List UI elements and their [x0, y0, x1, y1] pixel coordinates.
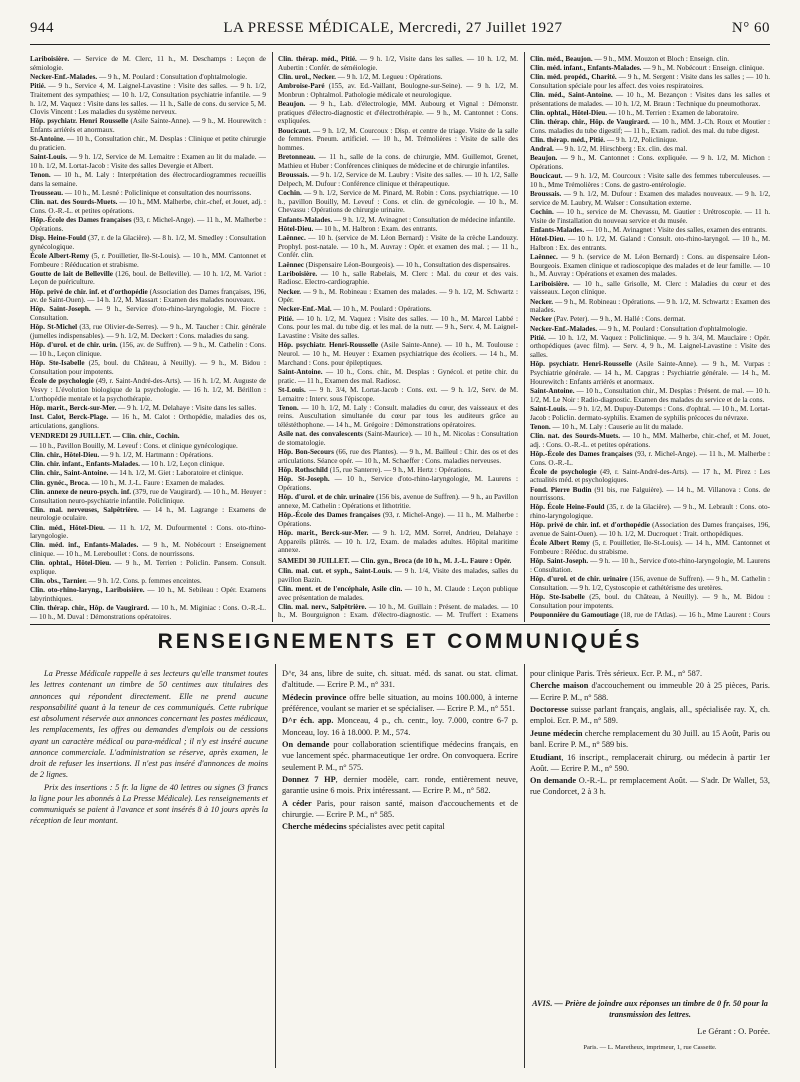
entry-heading: Clin. nat. des Sourds-Muets.	[530, 431, 621, 440]
schedule-entry: Clin. méd., Hôtel-Dieu. — 11 h. 1/2, M. Dufourmentel : Cons. oto-rhino-laryngologie.	[30, 523, 266, 541]
entry-heading: Clin. chir., Saint-Antoine.	[30, 469, 109, 478]
entry-heading: Hôp. psychiatr. Henri Rousselle	[30, 117, 129, 126]
entry-heading: Clin. annexe de neuro-psych. inf.	[30, 487, 132, 496]
schedule-entry: Goutte de lait de Belleville (126, boul. de Belleville). — 10 h. 1/2, M. Variot : Leçon de puériculture.	[30, 269, 266, 287]
schedule-entry: Clin. thérap. méd., Pitié. — 9 h. 1/2, Visite dans les salles. — 10 h. 1/2, M. Aubertin : Confér. de séméiologie.	[278, 55, 518, 72]
entry-heading: Andral.	[530, 145, 554, 154]
schedule-entry: Hôp. Saint-Joseph. — 9 h. — 10 h., Service d'oto-rhino-laryngologie, M. Laurens : Consultation.	[530, 557, 770, 574]
entry-heading: Hôp. d'urol. et de chir. urinaire	[278, 493, 375, 502]
classified-ad: Cherche maison d'accouchement ou immeuble 20 à 25 pièces, Paris. — Ecrire P. M., n° 588.	[530, 681, 770, 702]
schedule-entry: Clin. ment. et de l'encéphale, Asile clin. — 10 h., M. Claude : Leçon publique avec présentation de malades.	[278, 584, 518, 602]
schedule-entry: Necker-Enf.-Malades. — 9 h., M. Poulard : Consultation d'ophtalmologie.	[530, 324, 748, 333]
schedule-entry: Hôp. Bon-Secours (66, rue des Plantes). — 9 h., M. Bailleul : Chir. des os et des articulations. Séance opér. — 10 h., M. Schaeffer : Cons. maladies nerveuses.	[278, 448, 518, 465]
entry-heading: Hôp. d'urol. et de chir. urinaire	[530, 575, 628, 583]
classified-ad: D^r, 34 ans, libre de suite, ch. situat. méd. ds sanat. ou stat. climat. d'altitude. — Ecrire P. M., n° 331.	[282, 669, 518, 690]
entry-heading: École Albert-Remy	[30, 251, 90, 260]
schedule-entry: Clin. mal. cut. et syph., Saint-Louis. — 9 h. 1/4, Visite des malades, salles du pavillon Bazin.	[278, 566, 518, 584]
entry-heading: Laënnec.	[278, 233, 306, 242]
entry-heading: Boucicaut.	[278, 126, 311, 135]
schedule-entry: Boucicaut. — 9 h. 1/2, M. Courcoux : Disp. et centre de triage. Visite de la salle de femmes. Pneum. artificiel. — 10 h., M. Trémolières : Visite de salle des hommes.	[278, 126, 518, 153]
day-heading: VENDREDI 29 JUILLET. — Clin. chir., Cochin.	[30, 432, 180, 441]
entry-heading: Clin. ophtal., Hôtel-Dieu.	[30, 559, 111, 568]
entry-heading: Hôp. École Heine-Fould	[530, 503, 605, 512]
schedule-entry: Clin. oto-rhino-laryng., Lariboisière. — 10 h., M. Sebileau : Opér. Examens labyrinthiques.	[30, 586, 266, 604]
schedule-entry: École de psychologie (49, r. Saint-André-des-Arts). — 17 h., M. Pirez : Les actualités méd. et psychologiques.	[530, 467, 770, 485]
entry-heading: Pitié.	[530, 333, 546, 342]
schedule-entry: Hôp. Ste-Isabelle (25, boul. du Château, à Neuilly). — 9 h., M. Bidou : Consultation pour impotents.	[30, 359, 266, 376]
entry-heading: Clin. méd., Beaujon.	[530, 55, 593, 63]
entry-heading: Clin. chir., Hôtel-Dieu.	[30, 451, 100, 460]
entry-heading: St-Antoine.	[30, 135, 65, 144]
schedule-entry: Clin. méd. inf., Enfants-Malades. — 9 h., M. Nobécourt : Enseignement clinique. — 10 h., M. Lereboullet : Cons. de nourrissons.	[30, 541, 266, 559]
entry-heading: Clin. thérap. méd., Pitié.	[530, 136, 606, 145]
schedule-entry: St-Louis. — 9 h. 3/4, M. Lortat-Jacob : Cons. ext. — 9 h. 1/2, Serv. de M. Lemaitre : Interv. sous l'épiscope.	[278, 385, 518, 403]
gerant-signature: Le Gérant : O. Porée.	[697, 1026, 770, 1036]
entry-heading: Etudiant	[530, 752, 562, 762]
schedule-entry: Clin. annexe de neuro-psych. inf. (379, rue de Vaugirard). — 10 h., M. Heuyer : Consultation neuro-psychiatrie infantile. Policlinique.	[30, 487, 266, 505]
classified-ad: Cherche médecins spécialistes avec petit capital	[282, 822, 445, 832]
intro-paragraph: La Presse Médicale rappelle à ses lecteurs qu'elle transmet toutes les lettres contenant un timbre de 50 centimes aux titulaires des annonces qui répondent directement. Elle ne prend aucune responsabilité quant à la teneur de ces communiqués. Cette rubrique est absolument réservée aux annonces concernant les postes médicaux, les remplacements, les offres ou demandes d'emplois ou de cessions ayant un caractère médical ou para-médical ; il n'y est inséré aucune annonce commerciale. L'administration se réserve, après examen, le droit de refuser les insertions. Il n'est pas inséré d'annonces de moins de 2 lignes.	[30, 669, 268, 780]
schedule-entry: Fond. Pierre Budin (91 bis, rue Falguière). — 14 h., M. Villanova : Cons. de nourrissons.	[530, 485, 770, 503]
entry-heading: Hôp. privé de chir. inf. et d'orthopédie	[530, 521, 650, 530]
schedule-entry: Hôp. École Heine-Fould (35, r. de la Glacière). — 9 h., M. Lebrault : Cons. oto-rhino-laryngologique.	[530, 503, 770, 521]
entry-heading: Necker.	[278, 287, 302, 296]
schedule-entry: Hôp. psychiatr. Henri-Rousselle (Asile Sainte-Anne). — 9 h., M. Vurpas : Psychiatrie générale. — 14 h., M. Capgras : Psychiatrie générale. — 14 h., M. Hourewitch : Enfants arriérés et anormaux.	[530, 360, 770, 386]
entry-heading: Trousseau.	[30, 188, 64, 197]
schedule-entry: Hôtel-Dieu. — 10 h. 1/2, M. Galand : Consult. oto-rhino-laryngol. — 10 h., M. Halbron : Ex. des entrants.	[530, 235, 770, 252]
entry-heading: Clin. ment. et de l'encéphale, Asile clin.	[278, 584, 403, 593]
schedule-entry: Laënnec. — 9 h. (service de M. Léon Bernard) : Cons. au dispensaire Léon-Bourgeois. Examen clinique et radioscopique des malades et de leur famille. — 10 h., M. Auvray : Opérations et examen des malades.	[530, 252, 770, 279]
schedule-entry: Andral. — 9 h. 1/2, M. Hirschberg : Ex. clin. des mal.	[530, 145, 688, 154]
classified-ad: Donnez 7 HP, dernier modèle, carr. ronde, entièrement neuve, garantie usine 6 mois. Prix intéressant. — Ecrire P. M., n° 582.	[282, 775, 518, 796]
entry-heading: Hôtel-Dieu.	[530, 235, 566, 244]
entry-heading: Beaujon.	[530, 154, 558, 163]
schedule-entry: Clin. thérap. chir., Hôp. de Vaugirard. — 10 h., MM. J.-Ch. Roux et Moutier : Cons. maladies du tube digestif; — 11 h., Exam. radiol. des mal. du tube digest.	[530, 118, 770, 135]
schedule-entry: Clin. obs., Tarnier. — 9 h. 1/2. Cons. p. femmes enceintes.	[30, 577, 202, 586]
schedule-entry: Clin. thérap. méd., Pitié. — 9 h. 1/2, Policlinique.	[530, 136, 678, 145]
schedule-entry: Pitié. — 9 h., Service 4, M. Laignel-Lavastine : Visite des salles. — 9 h. 1/2, Traitement des sympathies; — 10 h. 1/2, Consultation psychiatrie infantile. — 9 h. 1/2, M. Vaquez : Visite dans les salles. — 11 h., Salle de cons. du service 5, M. Clovis Vincent : Les maladies du système nerveux.	[30, 82, 266, 117]
column-divider	[524, 664, 525, 1068]
entry-heading: Hôp. privé de chir. inf. et d'orthopédie	[30, 287, 148, 296]
schedule-entry: Necker-Enf.-Mal. — 10 h., M. Poulard : Opérations.	[278, 305, 432, 314]
schedule-entry: Clin. nat. des Sourds-Muets. — 10 h., MM. Malherbe, chir.-chef, et M. Jouet, adj. : Cons. O.-R.-L. et petites opérations.	[530, 431, 770, 449]
entry-heading: Hôp. Rothschild	[278, 466, 328, 475]
entry-heading: Tenon.	[278, 403, 299, 412]
header-rule	[30, 44, 770, 45]
classified-ad: On demande pour collaboration scientifique médecins français, en vue lancement spéc. pharmaceutique 1er ordre. On convoquera. Ecrire seulement P. M., n° 575.	[282, 740, 518, 772]
schedule-entry: Hôp. privé de chir. inf. et d'orthopédie (Association des Dames françaises, 196, av. de Saint-Ouen). — 14 h. 1/2, M. Massart : Examen des malades nouveaux.	[30, 287, 266, 305]
entry-heading: Broussais.	[530, 190, 562, 199]
entry-heading: Doctoresse	[530, 705, 569, 715]
entry-heading: Disp. Heine-Fould	[30, 233, 87, 242]
schedule-entry: Hôp. d'urol. et de chir. urin. (156, av. de Suffren). — 9 h., M. Cathelin : Cons. — 10 h., Leçon clinique.	[30, 341, 266, 358]
entry-heading: On demande	[282, 740, 330, 750]
notice-intro	[30, 668, 268, 1068]
schedule-entry: Tenon. — 10 h., M. Laly : Causerie au lit du malade.	[530, 422, 684, 431]
schedule-entry: Hôp. Saint-Joseph. — 9 h., Service d'oto-rhino-laryngologie, M. Fiocre : Consultation.	[30, 305, 266, 323]
day-heading: SAMEDI 30 JUILLET. — Clin. gyn., Broca (de 10 h., M. J.-L. Faure : Opér.	[278, 557, 512, 566]
schedule-entry: Clin. thérap. chir., Hôp. de Vaugirard. — 10 h., M. Miginiac : Cons. O.-R.-L. — 10 h., M. Duval : Démonstrations opératoires.	[30, 604, 266, 620]
entry-heading: Tenon.	[530, 422, 551, 431]
schedule-entry: Broussais. — 9 h. 1/2, Service de M. Laubry : Visite des salles. — 10 h. 1/2, Salle Delpech, M. Dufour : Conférence clinique et thérapeutique.	[278, 171, 518, 188]
entry-heading: Cochin.	[278, 188, 302, 197]
schedule-entry: Bretonneau. — 11 h., salle de la cons. de chirurgie, MM. Guillemot, Grenet, Mathieu et Huber : Conférences cliniques de médecine et de chirurgie infantiles.	[278, 153, 518, 170]
entry-heading: Cochin.	[530, 208, 554, 217]
schedule-entry: Inst. Calot, Berck-Plage. — 16 h., M. Calot : Orthopédie, maladies des os, articulations, ganglions.	[30, 412, 266, 430]
entry-heading: Clin. mal. cut. et syph., Saint-Louis.	[278, 566, 393, 575]
entry-heading: On demande	[530, 776, 577, 786]
schedule-entry: Clin. ophtal., Hôtel-Dieu. — 9 h., M. Terrien : Policlin. Pansem. Consult. explique.	[30, 559, 266, 577]
schedule-column-3	[530, 55, 770, 620]
schedule-entry: Hôp. St-Michel (33, rue Olivier-de-Serres). — 9 h., M. Taucher : Chir. générale (jumelles indispensables). — 9 h. 1/2, M. Deckert : Cons. maladies du sang.	[30, 323, 266, 341]
entry-heading: Necker-Enf.-Malades.	[30, 72, 98, 81]
entry-heading: Hôp. marit., Berck-sur-Mer.	[30, 403, 117, 412]
entry-heading: Hôp.-École des Dames françaises	[530, 449, 633, 458]
schedule-entry: Hôp. psychiatr. Henri-Rousselle (Asile Sainte-Anne). — 10 h., M. Toulouse : Neurol. — 10 h., M. Heuyer : Examen psychiatrique des écoliers. — 14 h., M. Marchand : Cons. pour épileptiques.	[278, 341, 518, 367]
schedule-entry: Lariboisière. — 10 h., salle Rabelais, M. Clerc : Mal. du cœur et des vais. Radiosc. Electro-cardiographie.	[278, 269, 518, 287]
schedule-entry: Asile nat. des convalescents (Saint-Maurice). — 10 h., M. Nicolas : Consultation de stomatologie.	[278, 430, 518, 448]
entry-heading: Ambroise-Paré	[278, 82, 325, 91]
entry-heading: Hôp. Ste-Isabelle	[30, 359, 85, 368]
schedule-entry: Hôp. marit., Berck-sur-Mer. — 9 h. 1/2, M. Delahaye : Visite dans les salles.	[30, 403, 257, 412]
avis-notice: AVIS. — Prière de joindre aux réponses un timbre de 0 fr. 50 pour la transmission des lettres.	[532, 999, 768, 1019]
entry-heading: Asile nat. des convalescents	[278, 430, 363, 439]
schedule-entry: Clin. chir., Saint-Antoine. — 14 h. 1/2, M. Giet : Laboratoire et clinique.	[30, 469, 244, 478]
schedule-entry: École de psychologie (49, r. Saint-André-des-Arts). — 16 h. 1/2, M. Auguste de Vesvy : L'évolution biologique de la psychologie. — 16 h. 1/2, M. Bérillon : L'orthopédie mentale et la psychothérapie.	[30, 377, 266, 403]
schedule-entry: Laënnec. — 10 h. (service de M. Léon Bernard) : Visite de la crèche Landouzy. Prophyl. post-natale. — 10 h., M. Auvray : Opér. et examen des mal. ; — 11 h., Confér. clin.	[278, 233, 518, 260]
entry-heading: Hôp. psychiatr. Henri-Rousselle	[530, 360, 632, 369]
entry-heading: Hôp. d'urol. et de chir. urin.	[30, 341, 118, 350]
schedule-entry: Broussais. — 9 h. 1/2, M. Dufour : Examen des malades nouveaux. — 9 h. 1/2, service de M. Laubry, M. Walser : Consultation externe.	[530, 190, 770, 207]
entry-heading: Clin. chir. infant., Enfants-Malades.	[30, 460, 140, 469]
classified-ad: Médecin province offre belle situation, au moins 100.000, à interne préférence, voulant se marier et se spécialiser. — Ecrire P. M., n° 551.	[282, 692, 518, 713]
entry-heading: Hôp. Bon-Secours	[278, 448, 334, 457]
entry-heading: Pitié.	[278, 314, 294, 323]
schedule-entry: Enfants-Malades. — 10 h., M. Avinagnet : Visite des salles, examen des entrants.	[530, 225, 767, 234]
entry-heading: Clin. thérap. chir., Hôp. de Vaugirard.	[30, 604, 150, 613]
classifieds-right	[530, 668, 770, 988]
schedule-entry: Trousseau. — 10 h., M. Lesné : Policlinique et consultation des nourrissons.	[30, 188, 252, 197]
schedule-entry: École Albert-Remy (5, r. Pouilletier, Ile-St-Louis). — 10 h., MM. Cantonnet et Fombeure : Rééducation et strabisme.	[30, 251, 266, 269]
schedule-entry: Pitié. — 10 h. 1/2, M. Vaquez : Policlinique. — 9 h. 3/4, M. Mauclaire : Opér. orthopédiques (avec film). — Serv. 4, 9 h., M. Laignel-Lavastine : Visite des salles.	[530, 333, 770, 360]
classified-ad: pour clinique Paris. Très sérieux. Ecr. P. M., n° 587.	[530, 669, 703, 678]
entry-heading: Pouponnière du Gamoutiage	[530, 610, 619, 619]
classified-ad: A céder Paris, pour raison santé, maison d'accouchements et de chirurgie. — Ecrire P. M., n° 585.	[282, 798, 518, 819]
entry-heading: École de psychologie	[30, 377, 94, 386]
entry-heading: Médecin province	[282, 692, 347, 702]
schedule-entry: Hôp. St-Joseph. — 10 h., Service d'oto-rhino-laryngologie, M. Laurens : Opérations.	[278, 475, 518, 492]
entry-heading: Bretonneau.	[278, 153, 316, 162]
running-header	[30, 20, 770, 42]
entry-heading: Clin. nat. des Sourds-Muets.	[30, 198, 118, 207]
classified-ad: Etudiant, 16 inscript., remplacerait chirurg. ou médecin à partir 1er Août. — Ecrire P. M., n° 590.	[530, 752, 770, 773]
intro-paragraph: Prix des insertions : 5 fr. la ligne de 40 lettres ou signes (3 francs la ligne pour les abonnés à La Presse Médicale). Les renseignements et communiqués se paient à l'avance et sont insérés 8 à 10 jours après la réception de leur montant.	[30, 782, 268, 826]
entry-heading: Clin. thérap. chir., Hôp. de Vaugirard.	[530, 118, 650, 127]
entry-heading: Lariboisière.	[30, 55, 70, 63]
schedule-entry: Ambroise-Paré (155, av. Ed.-Vaillant, Boulogne-sur-Seine). — 9 h. 1/2, M. Monbrun : Ophtalmol. Pathologie médicale et neurologique.	[278, 82, 518, 99]
schedule-entry: Clin. méd. propéd., Charité. — 9 h., M. Sergent : Visite dans les salles ; — 10 h. Consultation spéciale pour les affect. des voies respiratoires.	[530, 73, 770, 91]
entry-heading: Enfants-Malades.	[530, 225, 585, 234]
schedule-entry: Tenon. — 10 h., M. Laly : Interprétation des électrocardiogrammes recueillis dans la semaine.	[30, 171, 266, 188]
entry-heading: D^r éch. app.	[282, 716, 334, 726]
issue-number: N° 60	[731, 20, 770, 36]
entry-heading: Donnez 7 HP	[282, 775, 336, 784]
entry-heading: Clin. gynéc., Broca.	[30, 478, 90, 487]
schedule-entry: Hôp. psychiatr. Henri Rousselle (Asile Sainte-Anne). — 9 h., M. Hourewitch : Enfants arriérés et anormaux.	[30, 117, 266, 135]
entry-heading: Clin. thérap. méd., Pitié.	[278, 55, 357, 63]
page-number: 944	[30, 20, 54, 36]
entry-heading: Tenon.	[30, 171, 51, 180]
entry-heading: Hôp. St-Michel	[30, 323, 78, 332]
entry-heading: St-Louis.	[278, 385, 306, 394]
schedule-entry: Enfants-Malades. — 9 h. 1/2, M. Avinagnet : Consultation de médecine infantile.	[278, 215, 516, 224]
schedule-entry: Boucicaut. — 9 h. 1/2, M. Courcoux : Visite salle des femmes tuberculeuses. — 10 h., Mme Trémolières : Cons. de gastro-entérologie.	[530, 172, 770, 190]
schedule-entry: Hôp.-École des Dames françaises (93, r. Michel-Ange). — 11 h., M. Malherbe : Opérations.	[278, 511, 518, 528]
section-title: RENSEIGNEMENTS ET COMMUNIQUÉS	[157, 630, 643, 653]
entry-heading: Necker-Enf.-Mal.	[278, 305, 332, 314]
entry-heading: Clin. urol., Necker.	[278, 72, 336, 81]
entry-heading: Lariboisière.	[278, 269, 318, 278]
journal-title: LA PRESSE MÉDICALE, Mercredi, 27 Juillet 1927	[223, 20, 563, 36]
schedule-entry: — 10 h., Pavillon Bouilly, M. Leveuf : Cons. et clinique gynécologique.	[30, 442, 238, 451]
schedule-entry: Clin. urol., Necker. — 9 h. 1/2, M. Legueu : Opérations.	[278, 72, 443, 81]
schedule-entry: Hôp. privé de chir. inf. et d'orthopédie (Association des Dames françaises, 196, avenue de Saint-Ouen). — 10 h. 1/2, M. Ducroquet : Trait. orthopédiques.	[530, 521, 770, 539]
schedule-entry: Necker. — 9 h., M. Robineau : Opérations. — 9 h. 1/2, M. Schwartz : Examen des malades.	[530, 297, 770, 315]
schedule-entry: Clin. gynéc., Broca. — 10 h., M. J.-L. Faure : Examen de malades.	[30, 478, 225, 487]
schedule-entry: Hôp. Ste-Isabelle (25, boul. du Château, à Neuilly). — 9 h., M. Bidou : Consultation pour impotents.	[530, 592, 770, 610]
schedule-entry: Hôp. d'urol. et de chir. urinaire (156, avenue de Suffren). — 9 h., M. Cathelin : Consultation. — 9 h. 1/2, Cystoscopie et cathétérisme des uretères.	[530, 575, 770, 592]
schedule-entry: Necker-Enf.-Malades. — 9 h., M. Poulard : Consultation d'ophtalmologie.	[30, 72, 248, 81]
entry-heading: Clin. ophtal., Hôtel-Dieu.	[530, 109, 608, 118]
section-rule	[30, 624, 770, 625]
classifieds-middle	[282, 668, 518, 1068]
entry-heading: Broussais.	[278, 171, 310, 180]
schedule-entry: Pouponnière du Gamoutiage (18, rue de l'Atlas). — 16 h., Mme Laurent : Cours	[530, 610, 770, 619]
schedule-entry: Pitié. — 10 h. 1/2, M. Vaquez : Visite des salles. — 10 h., M. Marcel Labbé : Cons. pour les mal. du tube dig. et les mal. de la nutr. — 9 h., Serv. 4, M. Laignel-Lavastine : Visite des salles.	[278, 314, 518, 341]
schedule-entry: École Albert Remy (5, r. Pouilletier, Ile-St-Louis). — 14 h., MM. Cantonnet et Fombeure : Rééduc. du strabisme.	[530, 539, 770, 556]
entry-heading: Saint-Antoine.	[530, 386, 575, 395]
schedule-entry: Saint-Antoine. — 10 h., Consultation chir., M. Desplas : Présent. de mal. — 10 h. 1/2, M. Le Noir : Radio-diagnostic. Examen des malades du service et de la cons.	[530, 386, 770, 404]
schedule-entry: Beaujon. — 9 h., Lab. d'électrologie, MM. Aubourg et Vignal : Démonstr. pratiques d'électro-diagnostic et d'électrothérapie. — 9 h., M. Cantonnet : Cons. expliquées.	[278, 99, 518, 126]
entry-heading: Hôp. Saint-Joseph.	[30, 305, 91, 314]
classified-ad: D^r éch. app. Monceau, 4 p., ch. centr., loy. 7.000, contre 6-7 p. Monceau, loy. 16 à 18.000. P. M., 574.	[282, 716, 518, 737]
entry-heading: Laënnec	[278, 260, 304, 269]
schedule-entry: Laënnec (Dispensaire Léon-Bourgeois). — 10 h., Consultation des dispensaires.	[278, 260, 511, 269]
entry-heading: Enfants-Malades.	[278, 215, 333, 224]
schedule-entry: Clin. méd. infant., Enfants-Malades. — 9 h., M. Nobécourt : Enseign. clinique.	[530, 64, 765, 73]
entry-heading: Boucicaut.	[530, 172, 563, 181]
schedule-entry: Lariboisière. — 10 h., salle Grisolle, M. Clerc : Maladies du cœur et des vaisseaux. Leçon clinique.	[530, 279, 770, 297]
entry-heading: Beaujon.	[278, 99, 306, 108]
schedule-entry: St-Antoine. — 10 h., Consultation chir., M. Desplas : Clinique et petite chirurgie du praticien.	[30, 135, 266, 153]
entry-heading: École Albert Remy	[530, 539, 590, 548]
schedule-entry: Hôp. marit., Berck-sur-Mer. — 9 h. 1/2, MM. Sorrel, Andrieu, Delahaye : Appareils plâtrés. — 10 h. 1/2, Exam. de malades adultes. Hôpital maritime annexe.	[278, 528, 518, 555]
column-divider	[275, 664, 276, 1068]
entry-heading: Hôp. psychiatr. Henri-Rousselle	[278, 341, 379, 350]
schedule-entry: Clin. chir., Hôtel-Dieu. — 9 h. 1/2, M. Hartmann : Opérations.	[30, 451, 214, 460]
entry-heading: Clin. mal. nerv., Salpêtrière.	[278, 602, 367, 611]
schedule-entry: Necker. — 9 h., M. Robineau : Examen des malades. — 9 h. 1/2, M. Schwartz : Opér.	[278, 287, 518, 305]
entry-heading: Clin. méd. inf., Enfants-Malades.	[30, 541, 139, 550]
entry-heading: Hôp. Saint-Joseph.	[530, 557, 589, 566]
schedule-entry: Lariboisière. — Service de M. Clerc, 11 h., M. Deschamps : Leçon de sémiologie.	[30, 55, 266, 72]
schedule-entry: Clin. méd., Beaujon. — 9 h., MM. Mouzon et Bloch : Enseign. clin.	[530, 55, 730, 63]
schedule-entry: Hôp. d'urol. et de chir. urinaire (156 bis, avenue de Suffren). — 9 h., au Pavillon annexe, M. Cathelin : Opérations et lithotritie.	[278, 493, 518, 510]
column-divider	[272, 52, 273, 622]
entry-heading: Hôp.-École des Dames françaises	[30, 216, 132, 225]
entry-heading: Cherche maison	[530, 681, 589, 691]
schedule-entry: Necker (Pav. Peter). — 9 h., M. Hallé : Cons. dermat.	[530, 315, 686, 324]
entry-heading: Clin. méd., Saint-Antoine.	[530, 91, 613, 100]
schedule-entry: Tenon. — 10 h. 1/2, M. Laly : Consult. maladies du cœur, des vaisseaux et des reins. Auscultation simultanée du cœur par tous les auditeurs grâce au téléstéthophone. — 14 h., M. Grégoire : Démonstrations opératoires.	[278, 403, 518, 430]
schedule-entry: Saint-Antoine. — 10 h., Cons. chir., M. Desplas : Gynécol. et petite chir. du pratic. — 11 h., Examen des mal. Radiosc.	[278, 367, 518, 385]
entry-heading: École de psychologie	[530, 467, 597, 476]
entry-heading: Hôp. Ste-Isabelle	[530, 592, 585, 601]
schedule-entry: Saint-Louis. — 9 h. 1/2, Service de M. Lemaitre : Examen au lit du malade. — 10 h. 1/2, M. Lortat-Jacob : Visite des salles Devergie et Albert.	[30, 153, 266, 170]
schedule-entry: Hôtel-Dieu. — 10 h., M. Halbron : Exam. des entrants.	[278, 224, 438, 233]
printer-imprint: Paris. — L. Maretheux, imprimeur, 1, rue Cassette.	[583, 1044, 717, 1051]
schedule-entry: Saint-Louis. — 9 h. 1/2, M. Dupuy-Dutemps : Cons. d'ophtal. — 10 h., M. Lortat-Jacob : Policlin. dermato-syphilis. Examen de syphilis précoces du névraxe.	[530, 404, 770, 422]
schedule-entry: Clin. mal. nerveuses, Salpêtrière. — 14 h., M. Lagrange : Examens de neurologie oculaire.	[30, 505, 266, 523]
entry-heading: Saint-Louis.	[530, 404, 568, 413]
schedule-entry: Clin. chir. infant., Enfants-Malades. — 10 h. 1/2, Leçon clinique.	[30, 460, 225, 469]
entry-heading: Clin. méd. infant., Enfants-Malades.	[530, 64, 642, 73]
entry-heading: Pitié.	[30, 82, 46, 91]
entry-heading: Laënnec.	[530, 252, 558, 261]
schedule-entry: Clin. ophtal., Hôtel-Dieu. — 10 h., M. Terrien : Examen de laboratoire.	[530, 109, 739, 118]
schedule-entry: Cochin. — 9 h. 1/2, Service de M. Pinard, M. Robin : Cons. psychiatrique. — 10 h., pavillon Bouilly, M. Leveuf : Cons. et clin. de gynécologie. — 10 h., M. Chevassu : Opérations de chirurgie urinaire.	[278, 188, 518, 215]
entry-heading: Clin. obs., Tarnier.	[30, 577, 87, 586]
schedule-column-1	[30, 55, 266, 620]
entry-heading: Inst. Calot, Berck-Plage.	[30, 412, 109, 421]
classified-ad: On demande O.-R.-L. pr remplacement Août. — S'adr. Dr Wallet, 53, rue Condorcet, 2 à 3 h.	[530, 776, 770, 797]
schedule-column-2	[278, 55, 518, 620]
schedule-entry: Cochin. — 10 h., service de M. Chevassu, M. Gautier : Urétroscopie. — 11 h. Visite de l'installation du nouveau service et du musée.	[530, 208, 770, 225]
schedule-entry: Beaujon. — 9 h., M. Cantonnet : Cons. expliquée. — 9 h. 1/2, M. Michon : Opérations.	[530, 154, 770, 172]
entry-heading: Saint-Louis.	[30, 153, 68, 162]
entry-heading: Clin. méd., Hôtel-Dieu.	[30, 523, 105, 532]
entry-heading: Lariboisière.	[530, 279, 570, 288]
entry-heading: Goutte de lait de Belleville	[30, 269, 113, 278]
entry-heading: Fond. Pierre Budin	[530, 485, 592, 494]
entry-heading: Necker	[530, 315, 552, 324]
entry-heading: Jeune médecin	[530, 728, 583, 738]
column-divider	[524, 52, 525, 622]
classified-ad: Jeune médecin cherche remplacement du 30 Juill. au 15 Août, Paris ou banl. Ecrire P. M., n° 589 bis.	[530, 728, 770, 750]
entry-heading: Clin. oto-rhino-laryng., Lariboisière.	[30, 586, 145, 595]
entry-heading: Necker.	[530, 297, 554, 306]
schedule-entry: Hôp. Rothschild (15, rue Santerre). — 9 h., M. Hertz : Opérations.	[278, 466, 473, 475]
entry-heading: Saint-Antoine.	[278, 367, 323, 376]
schedule-entry: Clin. méd., Saint-Antoine. — 10 h., M. Bezançon : Visites dans les salles et présentations de malades. — 10 h. 1/2, M. Braun : Technique du pneumothorax.	[530, 91, 770, 108]
schedule-entry: Disp. Heine-Fould (37, r. de la Glacière). — 8 h. 1/2, M. Smedley : Consultation gynécologique.	[30, 233, 266, 251]
entry-heading: Hôp. St-Joseph.	[278, 475, 330, 484]
entry-heading: Clin. méd. propéd., Charité.	[530, 73, 617, 82]
entry-heading: Hôp.-École des Dames françaises	[278, 511, 381, 520]
schedule-entry: Hôp.-École des Dames françaises (93, r. Michel-Ange). — 11 h., M. Malherbe : Cons. O.-R.-L.	[530, 449, 770, 467]
entry-heading: Cherche médecins	[282, 822, 347, 832]
entry-heading: A céder	[282, 798, 312, 808]
entry-heading: Clin. mal. nerveuses, Salpêtrière.	[30, 505, 139, 514]
schedule-entry: Clin. mal. nerv., Salpêtrière. — 10 h., M. Guillain : Présent. de malades. — 10 h., M. Bourguignon : Exam. d'électro-diagnostic. — M. Truffert : Examens	[278, 602, 518, 620]
classified-ad: Doctoresse suisse parlant français, anglais, all., spécialisée ray. X, ch. emploi. Ecr. P. M., n° 589.	[530, 705, 770, 726]
entry-heading: Necker-Enf.-Malades.	[530, 324, 598, 333]
entry-heading: Hôtel-Dieu.	[278, 224, 314, 233]
schedule-entry: Clin. nat. des Sourds-Muets. — 10 h., MM. Malherbe, chir.-chef, et Jouet, adj. : Cons. O.-R.-L. et petites opérations.	[30, 198, 266, 215]
schedule-entry: Hôp.-École des Dames françaises (93, r. Michel-Ange). — 11 h., M. Malherbe : Opérations.	[30, 216, 266, 233]
entry-heading: Hôp. marit., Berck-sur-Mer.	[278, 528, 369, 537]
